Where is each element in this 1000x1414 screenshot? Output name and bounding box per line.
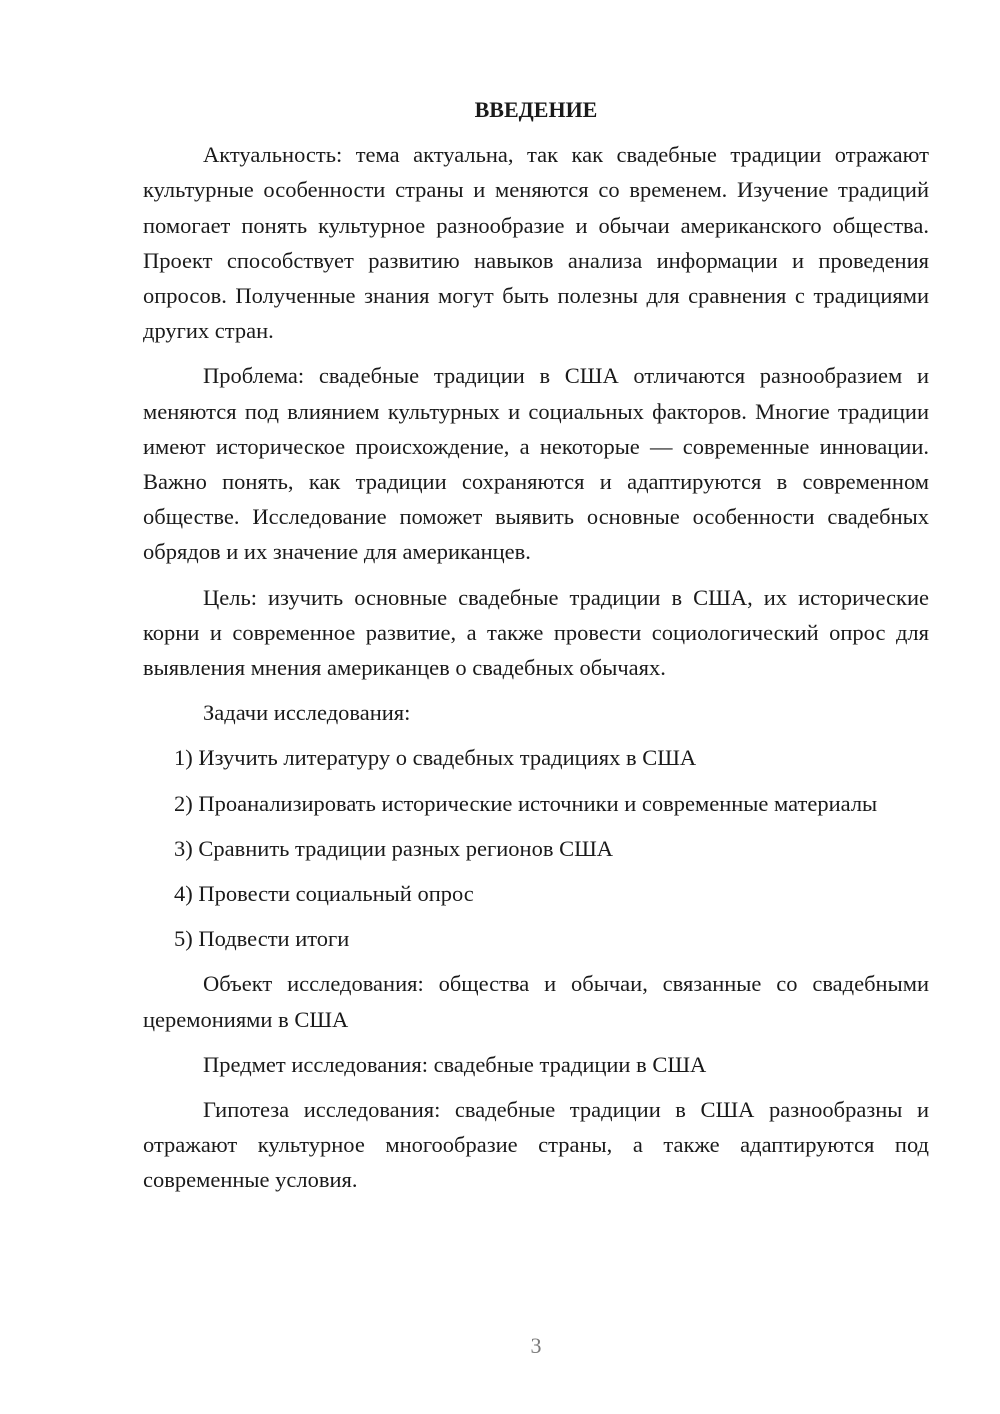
task-item: 2) Проанализировать исторические источники и современные материалы	[174, 790, 878, 816]
subject-paragraph: Предмет исследования: свадебные традиции в США	[203, 1051, 707, 1077]
task-item: 3) Сравнить традиции разных регионов США	[174, 835, 614, 861]
task-item: 1) Изучить литературу о свадебных традициях в США	[174, 745, 697, 771]
goal-paragraph: Цель: изучить основные свадебные традиции в США, их исторические корни и современное развитие, а также провести социологический опрос для выявления мнения американцев о свадебных обычаях.	[143, 584, 929, 681]
task-item: 5) Подвести итоги	[174, 926, 350, 952]
page-title: ВВЕДЕНИЕ	[474, 97, 598, 122]
document-page	[143, 92, 929, 1208]
task-item: 4) Провести социальный опрос	[174, 881, 474, 907]
object-paragraph: Объект исследования: общества и обычаи, связанные со свадебными церемониями в США	[143, 971, 929, 1032]
tasks-heading: Задачи исследования:	[203, 700, 411, 726]
hypothesis-paragraph: Гипотеза исследования: свадебные традиции в США разнообразны и отражают культурное многообразие страны, а также адаптируются под современные условия.	[143, 1097, 929, 1193]
page-number: 3	[530, 1333, 542, 1358]
relevance-paragraph: Актуальность: тема актуальна, так как свадебные традиции отражают культурные особенности страны и меняются со временем. Изучение традиций помогает понять культурное разнообразие и обычаи американского общества. Проект способствует развитию навыков анализа информации и проведения опросов. Полученные знания могут быть полезны для сравнения с традициями других стран.	[143, 142, 929, 344]
problem-paragraph: Проблема: свадебные традиции в США отличаются разнообразием и меняются под влиянием культурных и социальных факторов. Многие традиции имеют историческое происхождение, а некоторые — современные инновации. Важно понять, как традиции сохраняются и адаптируются в современном обществе. Исследование поможет выявить основные особенности свадебных обрядов и их значение для американцев.	[143, 363, 929, 565]
